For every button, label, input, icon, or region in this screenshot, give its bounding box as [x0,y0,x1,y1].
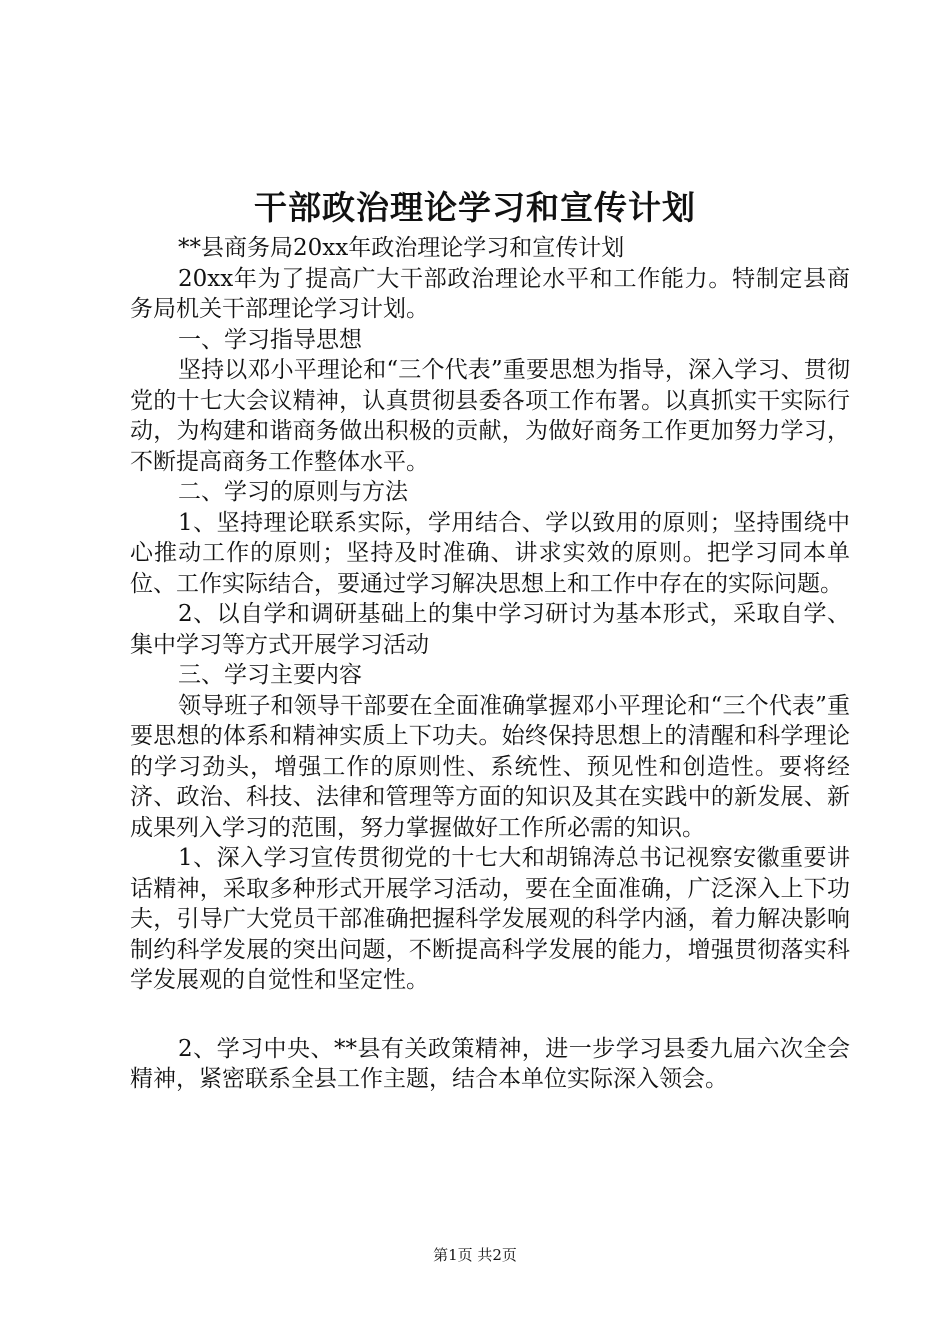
section-heading-1: 一、学习指导思想 [178,326,362,353]
principle-item-2: 2、以自学和调研基础上的集中学习研讨为基本形式，采取自学、集中学习等方式开展学习活动 [130,601,850,658]
subtitle-paragraph: **县商务局20xx年政治理论学习和宣传计划 [178,235,625,261]
document-title: 干部政治理论学习和宣传计划 [254,188,696,227]
paragraph-gap [130,996,850,1034]
page-footer: 第1页 共2页 [433,1246,517,1264]
principle-item-1: 1、坚持理论联系实际，学用结合、学以致用的原则；坚持围绕中心推动工作的原则；坚持及时准确、讲求实效的原则。把学习同本单位、工作实际结合，要通过学习解决思想上和工作中存在的实际问题。 [130,509,850,597]
content-intro-paragraph: 领导班子和领导干部要在全面准确掌握邓小平理论和“三个代表”重要思想的体系和精神实质上下功夫。始终保持思想上的清醒和科学理论的学习劲头，增强工作的原则性、系统性、预见性和创造性。要将经济、政治、科技、法律和管理等方面的知识及其在实践中的新发展、新成果列入学习的范围，努力掌握做好工作所必需的知识。 [130,692,850,841]
section-heading-2: 二、学习的原则与方法 [178,479,408,505]
document-body [130,233,850,1095]
guiding-thought-paragraph: 坚持以邓小平理论和“三个代表”重要思想为指导，深入学习、贯彻党的十七大会议精神，认真贯彻县委各项工作布署。以真抓实干实际行动，为构建和谐商务做出积极的贡献，为做好商务工作更加努力学习，不断提高商务工作整体水平。 [130,357,850,475]
section-heading-3: 三、学习主要内容 [178,662,362,688]
intro-paragraph: 20xx年为了提高广大干部政治理论水平和工作能力。特制定县商务局机关干部理论学习计划。 [130,265,850,322]
content-item-1: 1、深入学习宣传贯彻党的十七大和胡锦涛总书记视察安徽重要讲话精神，采取多种形式开展学习活动，要在全面准确，广泛深入上下功夫，引导广大党员干部准确把握科学发展观的科学内涵，着力解决影响制约科学发展的突出问题，不断提高科学发展的能力，增强贯彻落实科学发展观的自觉性和坚定性。 [130,845,850,993]
content-item-2: 2、学习中央、**县有关政策精神，进一步学习县委九届六次全会精神，紧密联系全县工作主题，结合本单位实际深入领会。 [130,1035,850,1092]
